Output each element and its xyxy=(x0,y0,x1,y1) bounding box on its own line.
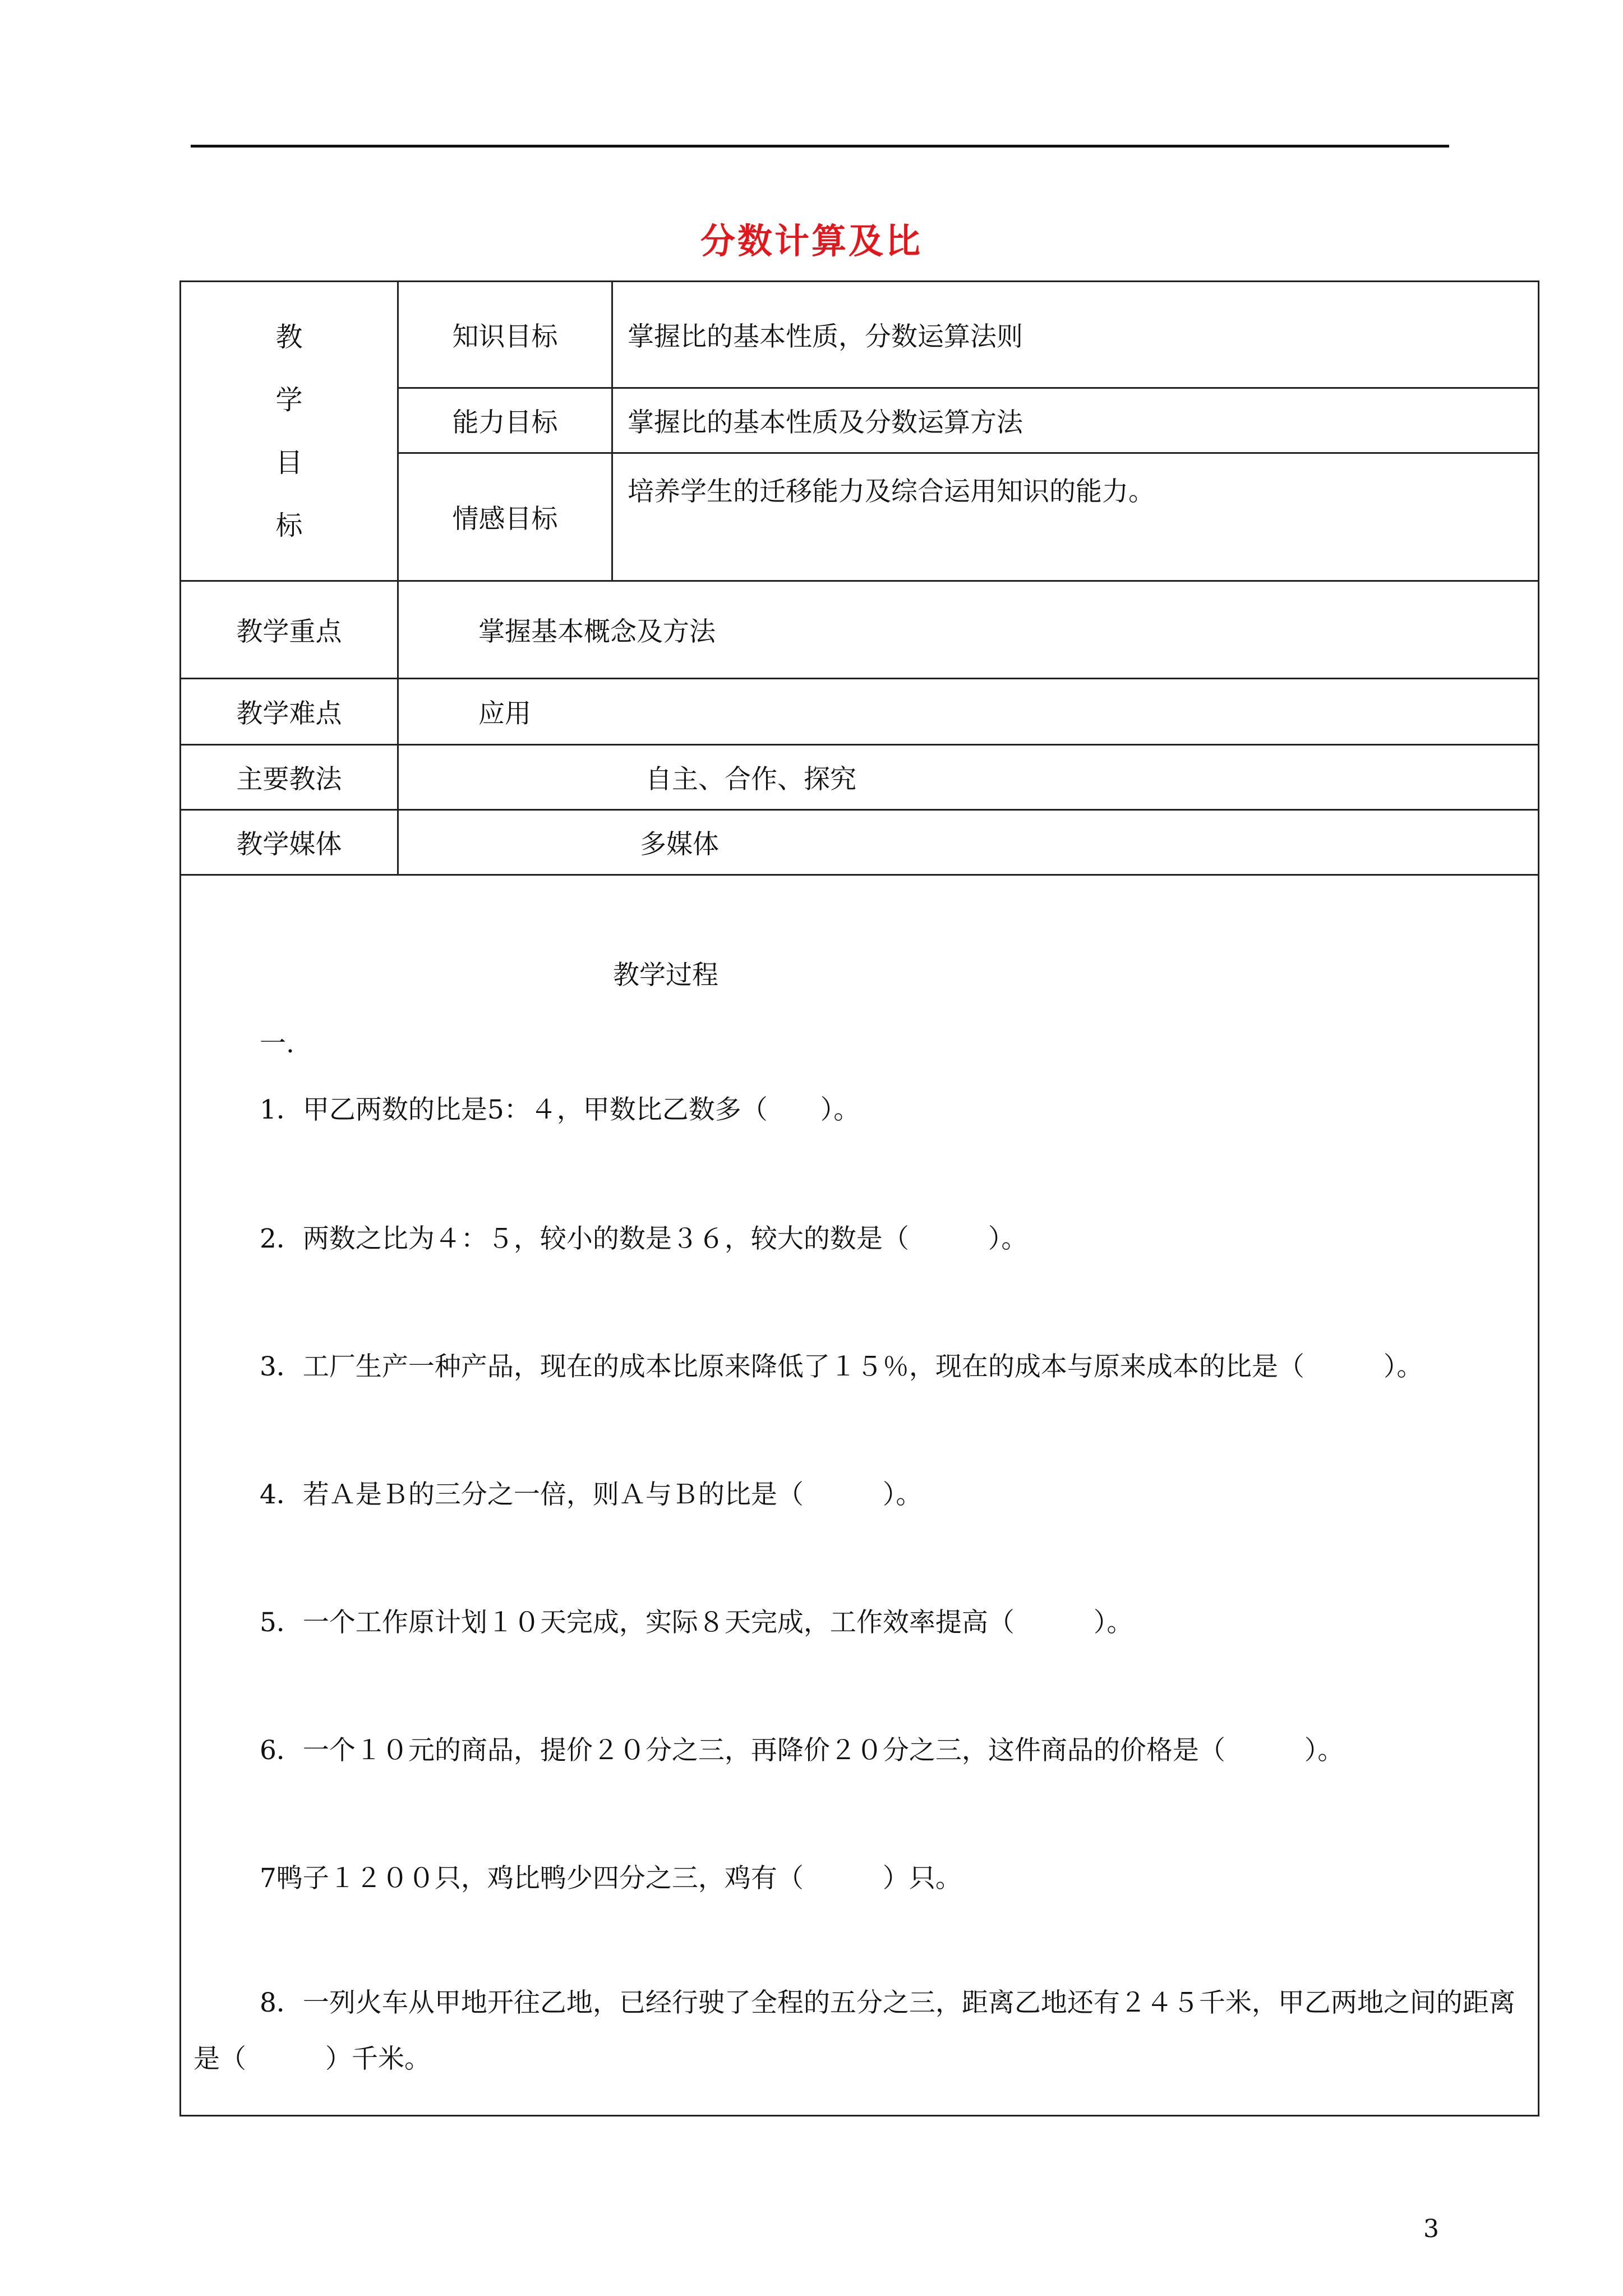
question-3: 3．工厂生产一种产品，现在的成本比原来降低了１５％，现在的成本与原来成本的比是（ ）。 xyxy=(260,1351,1423,1382)
label-char: 学 xyxy=(275,384,303,416)
objective-label: 能力目标 xyxy=(398,388,612,453)
section-heading: 一. xyxy=(260,1028,294,1059)
row-value: 应用 xyxy=(398,679,1539,745)
objectives-row-label xyxy=(181,282,398,581)
objective-label: 情感目标 xyxy=(398,453,612,581)
teaching-process-cell xyxy=(181,875,1539,2116)
question-5: 5．一个工作原计划１０天完成，实际８天完成，工作效率提高（ ）。 xyxy=(260,1607,1133,1638)
row-value: 多媒体 xyxy=(398,810,1539,875)
key-point-row xyxy=(181,581,1539,679)
question-8: 8．一列火车从甲地开往乙地，已经行驶了全程的五分之三，距离乙地还有２４５千米，甲乙两地之间的距离是（ ）千米。 xyxy=(193,1987,1515,2074)
question-2: 2．两数之比为４：５，较小的数是３６，较大的数是（ ）。 xyxy=(260,1223,1028,1254)
objective-label: 知识目标 xyxy=(398,282,612,388)
label-char: 目 xyxy=(275,447,303,478)
row-label: 教学媒体 xyxy=(181,810,398,875)
question-6: 6．一个１０元的商品，提价２０分之三，再降价２０分之三，这件商品的价格是（ ）。 xyxy=(260,1735,1344,1766)
objective-value: 掌握比的基本性质及分数运算方法 xyxy=(612,388,1539,453)
question-7: 7鸭子１２００只，鸡比鸭少四分之三，鸡有（ ）只。 xyxy=(260,1863,962,1894)
row-label: 主要教法 xyxy=(181,745,398,810)
label-char: 标 xyxy=(275,509,303,541)
objective-row-knowledge xyxy=(181,282,1539,388)
difficulty-row xyxy=(181,679,1539,745)
page-number: 3 xyxy=(1423,2215,1439,2243)
method-row xyxy=(181,745,1539,810)
media-row xyxy=(181,810,1539,875)
row-value: 自主、合作、探究 xyxy=(398,745,1539,810)
document-title: 分数计算及比 xyxy=(700,220,923,261)
question-4: 4．若Ａ是Ｂ的三分之一倍，则Ａ与Ｂ的比是（ ）。 xyxy=(260,1479,923,1510)
row-value: 掌握基本概念及方法 xyxy=(398,581,1539,679)
question-1: 1．甲乙两数的比是5：４，甲数比乙数多（ ）。 xyxy=(260,1094,860,1125)
teaching-process-row xyxy=(181,875,1539,2116)
label-char: 教 xyxy=(275,321,303,353)
objective-value: 掌握比的基本性质，分数运算法则 xyxy=(612,282,1539,388)
process-title: 教学过程 xyxy=(613,960,718,991)
row-label: 教学重点 xyxy=(181,581,398,679)
lesson-plan-table xyxy=(179,280,1539,2116)
objective-value: 培养学生的迁移能力及综合运用知识的能力。 xyxy=(612,453,1539,581)
row-label: 教学难点 xyxy=(181,679,398,745)
header-rule xyxy=(191,145,1449,148)
